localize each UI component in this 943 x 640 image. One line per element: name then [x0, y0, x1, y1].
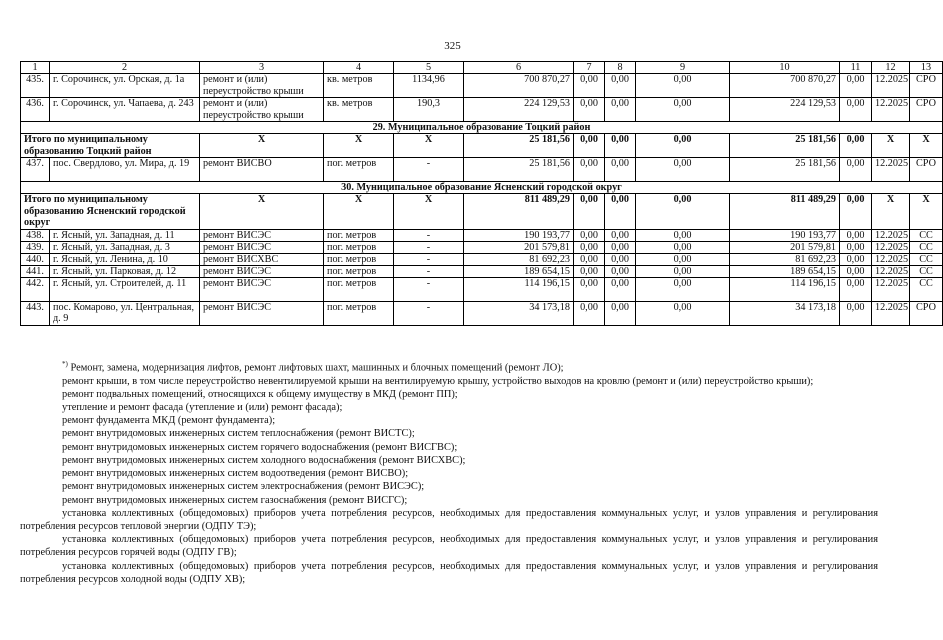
- page-number: 325: [444, 40, 461, 52]
- column-header: 8: [605, 62, 636, 74]
- cell-total-cost: 25 181,56: [464, 158, 574, 182]
- cell-fund-type: СС: [910, 253, 943, 265]
- table-row: [21, 301, 943, 325]
- cell-total-cost: 224 129,53: [464, 98, 574, 122]
- cell-number: 443.: [21, 301, 50, 325]
- footnote-text: ремонт фундамента МКД (ремонт фундамента);: [62, 415, 276, 427]
- cell-total-cost: 25 181,56: [464, 134, 574, 158]
- cell-col9: 0,00: [636, 253, 730, 265]
- cell-deadline: Х: [872, 134, 910, 158]
- cell-col10: 224 129,53: [730, 98, 840, 122]
- cell-unit: пог. метров: [324, 277, 394, 301]
- cell-quantity: -: [394, 301, 464, 325]
- cell-work: Х: [200, 194, 324, 230]
- footnote-line: [20, 467, 878, 480]
- cell-col11: 0,00: [840, 98, 872, 122]
- footnote-text: утепление и ремонт фасада (утепление и (или) ремонт фасада);: [62, 402, 343, 414]
- cell-col11: 0,00: [840, 277, 872, 301]
- footnote-text: ремонт внутридомовых инженерных систем горячего водоснабжения (ремонт ВИСГВС);: [62, 441, 458, 453]
- cell-deadline: 12.2025: [872, 253, 910, 265]
- cell-quantity: -: [394, 241, 464, 253]
- cell-quantity: -: [394, 277, 464, 301]
- column-header: 6: [464, 62, 574, 74]
- table-body: [21, 74, 943, 326]
- cell-col8: 0,00: [605, 229, 636, 241]
- footnote-text: ремонт внутридомовых инженерных систем водоотведения (ремонт ВИСВО);: [62, 468, 409, 480]
- footnote-line: [20, 454, 878, 467]
- cell-address: пос. Комарово, ул. Центральная, д. 9: [50, 301, 200, 325]
- cell-col9: 0,00: [636, 134, 730, 158]
- cell-col10: 114 196,15: [730, 277, 840, 301]
- cell-work: ремонт ВИСЭС: [200, 301, 324, 325]
- cell-col9: 0,00: [636, 74, 730, 98]
- cell-col7: 0,00: [574, 158, 605, 182]
- column-header: 3: [200, 62, 324, 74]
- cell-number: 437.: [21, 158, 50, 182]
- cell-fund-type: СС: [910, 229, 943, 241]
- cell-address: г. Ясный, ул. Западная, д. 11: [50, 229, 200, 241]
- cell-work: ремонт ВИСХВС: [200, 253, 324, 265]
- cell-col9: 0,00: [636, 98, 730, 122]
- footnote-text: ремонт внутридомовых инженерных систем газоснабжения (ремонт ВИСГС);: [62, 494, 408, 506]
- cell-total-cost: 34 173,18: [464, 301, 574, 325]
- cell-quantity: -: [394, 253, 464, 265]
- cell-total-cost: 114 196,15: [464, 277, 574, 301]
- cell-work: ремонт и (или) переустройство крыши: [200, 98, 324, 122]
- footnote-line: [20, 507, 878, 533]
- column-header: 12: [872, 62, 910, 74]
- footnote-text: ремонт внутридомовых инженерных систем холодного водоснабжения (ремонт ВИСХВС);: [62, 454, 466, 466]
- total-row: [21, 194, 943, 230]
- cell-number: 441.: [21, 265, 50, 277]
- cell-unit: кв. метров: [324, 74, 394, 98]
- cell-unit: пог. метров: [324, 241, 394, 253]
- cell-work: ремонт ВИСЭС: [200, 241, 324, 253]
- cell-number: 440.: [21, 253, 50, 265]
- footnote-line: [20, 358, 878, 375]
- cell-col7: 0,00: [574, 229, 605, 241]
- cell-unit: пог. метров: [324, 253, 394, 265]
- table-row: [21, 253, 943, 265]
- cell-col7: 0,00: [574, 265, 605, 277]
- cell-col7: 0,00: [574, 98, 605, 122]
- cell-fund-type: СРО: [910, 98, 943, 122]
- table-row: [21, 158, 943, 182]
- cell-quantity: Х: [394, 194, 464, 230]
- cell-col8: 0,00: [605, 158, 636, 182]
- column-numbers-row: [21, 62, 943, 74]
- footnote-text: установка коллективных (общедомовых) приборов учета потребления ресурсов, необходимых для предоставления коммунальных услуг, и узлов управления и регулирования потребления ресурсов тепловой энергии (ОДПУ ТЭ);: [20, 507, 878, 532]
- cell-number: 442.: [21, 277, 50, 301]
- footnote-line: [20, 533, 878, 559]
- cell-total-cost: 700 870,27: [464, 74, 574, 98]
- column-header: 11: [840, 62, 872, 74]
- cell-col7: 0,00: [574, 277, 605, 301]
- cell-unit: кв. метров: [324, 98, 394, 122]
- cell-unit: пог. метров: [324, 265, 394, 277]
- cell-fund-type: СРО: [910, 301, 943, 325]
- cell-deadline: Х: [872, 194, 910, 230]
- footnote-line: [20, 401, 878, 414]
- footnote-text: установка коллективных (общедомовых) приборов учета потребления ресурсов, необходимых для предоставления коммунальных услуг, и узлов управления и регулирования потребления ресурсов горячей воды (ОДПУ ГВ);: [20, 534, 878, 559]
- table-row: [21, 241, 943, 253]
- total-row: [21, 134, 943, 158]
- cell-col10: 25 181,56: [730, 158, 840, 182]
- column-header: 10: [730, 62, 840, 74]
- cell-col9: 0,00: [636, 241, 730, 253]
- section-title: 30. Муниципальное образование Ясненский городской округ: [21, 182, 943, 194]
- cell-col10: 190 193,77: [730, 229, 840, 241]
- table-row: [21, 229, 943, 241]
- cell-deadline: 12.2025: [872, 301, 910, 325]
- cell-col11: 0,00: [840, 158, 872, 182]
- cell-col11: 0,00: [840, 134, 872, 158]
- footnote-line: [20, 388, 878, 401]
- cell-number: 436.: [21, 98, 50, 122]
- cell-fund-type: Х: [910, 134, 943, 158]
- footnote-line: [20, 494, 878, 507]
- column-header: 7: [574, 62, 605, 74]
- cell-fund-type: Х: [910, 194, 943, 230]
- cell-col8: 0,00: [605, 241, 636, 253]
- cell-deadline: 12.2025: [872, 265, 910, 277]
- cell-deadline: 12.2025: [872, 241, 910, 253]
- column-header: 1: [21, 62, 50, 74]
- cell-col11: 0,00: [840, 241, 872, 253]
- cell-quantity: 190,3: [394, 98, 464, 122]
- cell-col8: 0,00: [605, 74, 636, 98]
- cell-unit: Х: [324, 194, 394, 230]
- cell-address: г. Ясный, ул. Западная, д. 3: [50, 241, 200, 253]
- footnote-text: Ремонт, замена, модернизация лифтов, ремонт лифтовых шахт, машинных и блочных помещений (ремонт ЛО);: [67, 362, 564, 374]
- cell-deadline: 12.2025: [872, 158, 910, 182]
- cell-col9: 0,00: [636, 277, 730, 301]
- cell-col7: 0,00: [574, 301, 605, 325]
- footnote-text: ремонт подвальных помещений, относящихся к общему имуществу в МКД (ремонт ПП);: [62, 388, 458, 400]
- total-label: Итого по муниципальному образованию Ясненский городской округ: [21, 194, 200, 230]
- cell-work: ремонт ВИСВО: [200, 158, 324, 182]
- cell-work: ремонт ВИСЭС: [200, 265, 324, 277]
- footnote-line: [20, 441, 878, 454]
- cell-total-cost: 811 489,29: [464, 194, 574, 230]
- cell-col8: 0,00: [605, 265, 636, 277]
- footnote-text: ремонт внутридомовых инженерных систем электроснабжения (ремонт ВИСЭС);: [62, 481, 425, 493]
- cell-fund-type: СС: [910, 241, 943, 253]
- cell-address: г. Сорочинск, ул. Орская, д. 1а: [50, 74, 200, 98]
- table-row: [21, 74, 943, 98]
- cell-col8: 0,00: [605, 253, 636, 265]
- cell-col9: 0,00: [636, 265, 730, 277]
- cell-col7: 0,00: [574, 134, 605, 158]
- cell-address: пос. Свердлово, ул. Мира, д. 19: [50, 158, 200, 182]
- cell-fund-type: СС: [910, 265, 943, 277]
- footnote-line: [20, 414, 878, 427]
- cell-unit: пог. метров: [324, 229, 394, 241]
- footnotes: [20, 358, 878, 586]
- cell-fund-type: СРО: [910, 158, 943, 182]
- cell-col10: 81 692,23: [730, 253, 840, 265]
- cell-deadline: 12.2025: [872, 74, 910, 98]
- cell-quantity: -: [394, 229, 464, 241]
- section-title: 29. Муниципальное образование Тоцкий район: [21, 122, 943, 134]
- table-row: [21, 265, 943, 277]
- cell-col9: 0,00: [636, 158, 730, 182]
- column-header: 2: [50, 62, 200, 74]
- cell-number: 438.: [21, 229, 50, 241]
- cell-col11: 0,00: [840, 229, 872, 241]
- cell-work: ремонт ВИСЭС: [200, 277, 324, 301]
- capital-repair-table: [20, 61, 943, 326]
- cell-col11: 0,00: [840, 265, 872, 277]
- cell-total-cost: 201 579,81: [464, 241, 574, 253]
- cell-quantity: -: [394, 265, 464, 277]
- cell-address: г. Ясный, ул. Строителей, д. 11: [50, 277, 200, 301]
- cell-number: 435.: [21, 74, 50, 98]
- footnote-text: установка коллективных (общедомовых) приборов учета потребления ресурсов, необходимых для предоставления коммунальных услуг, и узлов управления и регулирования потребления ресурсов холодной воды (ОДПУ ХВ);: [20, 560, 878, 585]
- table-row: [21, 98, 943, 122]
- cell-total-cost: 81 692,23: [464, 253, 574, 265]
- cell-work: ремонт и (или) переустройство крыши: [200, 74, 324, 98]
- cell-total-cost: 189 654,15: [464, 265, 574, 277]
- cell-col8: 0,00: [605, 194, 636, 230]
- footnote-line: [20, 375, 878, 388]
- cell-col8: 0,00: [605, 98, 636, 122]
- cell-col10: 25 181,56: [730, 134, 840, 158]
- cell-col11: 0,00: [840, 194, 872, 230]
- section-header-row: [21, 122, 943, 134]
- cell-col7: 0,00: [574, 253, 605, 265]
- footnote-text: ремонт внутридомовых инженерных систем теплоснабжения (ремонт ВИСТС);: [62, 428, 415, 440]
- cell-work: Х: [200, 134, 324, 158]
- column-header: 13: [910, 62, 943, 74]
- cell-number: 439.: [21, 241, 50, 253]
- cell-address: г. Сорочинск, ул. Чапаева, д. 243: [50, 98, 200, 122]
- cell-col8: 0,00: [605, 277, 636, 301]
- column-header: 9: [636, 62, 730, 74]
- cell-deadline: 12.2025: [872, 277, 910, 301]
- cell-col11: 0,00: [840, 301, 872, 325]
- cell-quantity: -: [394, 158, 464, 182]
- cell-unit: Х: [324, 134, 394, 158]
- cell-total-cost: 190 193,77: [464, 229, 574, 241]
- cell-deadline: 12.2025: [872, 98, 910, 122]
- cell-deadline: 12.2025: [872, 229, 910, 241]
- column-header: 5: [394, 62, 464, 74]
- column-header: 4: [324, 62, 394, 74]
- table-row: [21, 277, 943, 301]
- cell-fund-type: СРО: [910, 74, 943, 98]
- cell-unit: пог. метров: [324, 158, 394, 182]
- cell-col9: 0,00: [636, 194, 730, 230]
- cell-col7: 0,00: [574, 194, 605, 230]
- cell-col9: 0,00: [636, 229, 730, 241]
- cell-col10: 700 870,27: [730, 74, 840, 98]
- cell-work: ремонт ВИСЭС: [200, 229, 324, 241]
- cell-col8: 0,00: [605, 134, 636, 158]
- cell-col10: 189 654,15: [730, 265, 840, 277]
- cell-fund-type: СС: [910, 277, 943, 301]
- cell-col10: 811 489,29: [730, 194, 840, 230]
- cell-col10: 34 173,18: [730, 301, 840, 325]
- footnote-line: [20, 427, 878, 440]
- cell-quantity: 1134,96: [394, 74, 464, 98]
- footnote-text: ремонт крыши, в том числе переустройство невентилируемой крыши на вентилируемую крышу, устройство выходов на кровлю (ремонт и (или) переустройство крыши);: [62, 375, 814, 387]
- section-header-row: [21, 182, 943, 194]
- footnote-mark: *): [62, 360, 68, 368]
- footnote-line: [20, 560, 878, 586]
- cell-unit: пог. метров: [324, 301, 394, 325]
- total-label: Итого по муниципальному образованию Тоцкий район: [21, 134, 200, 158]
- cell-col7: 0,00: [574, 241, 605, 253]
- cell-quantity: Х: [394, 134, 464, 158]
- cell-col11: 0,00: [840, 74, 872, 98]
- cell-col11: 0,00: [840, 253, 872, 265]
- cell-col7: 0,00: [574, 74, 605, 98]
- cell-col8: 0,00: [605, 301, 636, 325]
- footnote-line: [20, 480, 878, 493]
- cell-address: г. Ясный, ул. Парковая, д. 12: [50, 265, 200, 277]
- cell-col10: 201 579,81: [730, 241, 840, 253]
- cell-col9: 0,00: [636, 301, 730, 325]
- cell-address: г. Ясный, ул. Ленина, д. 10: [50, 253, 200, 265]
